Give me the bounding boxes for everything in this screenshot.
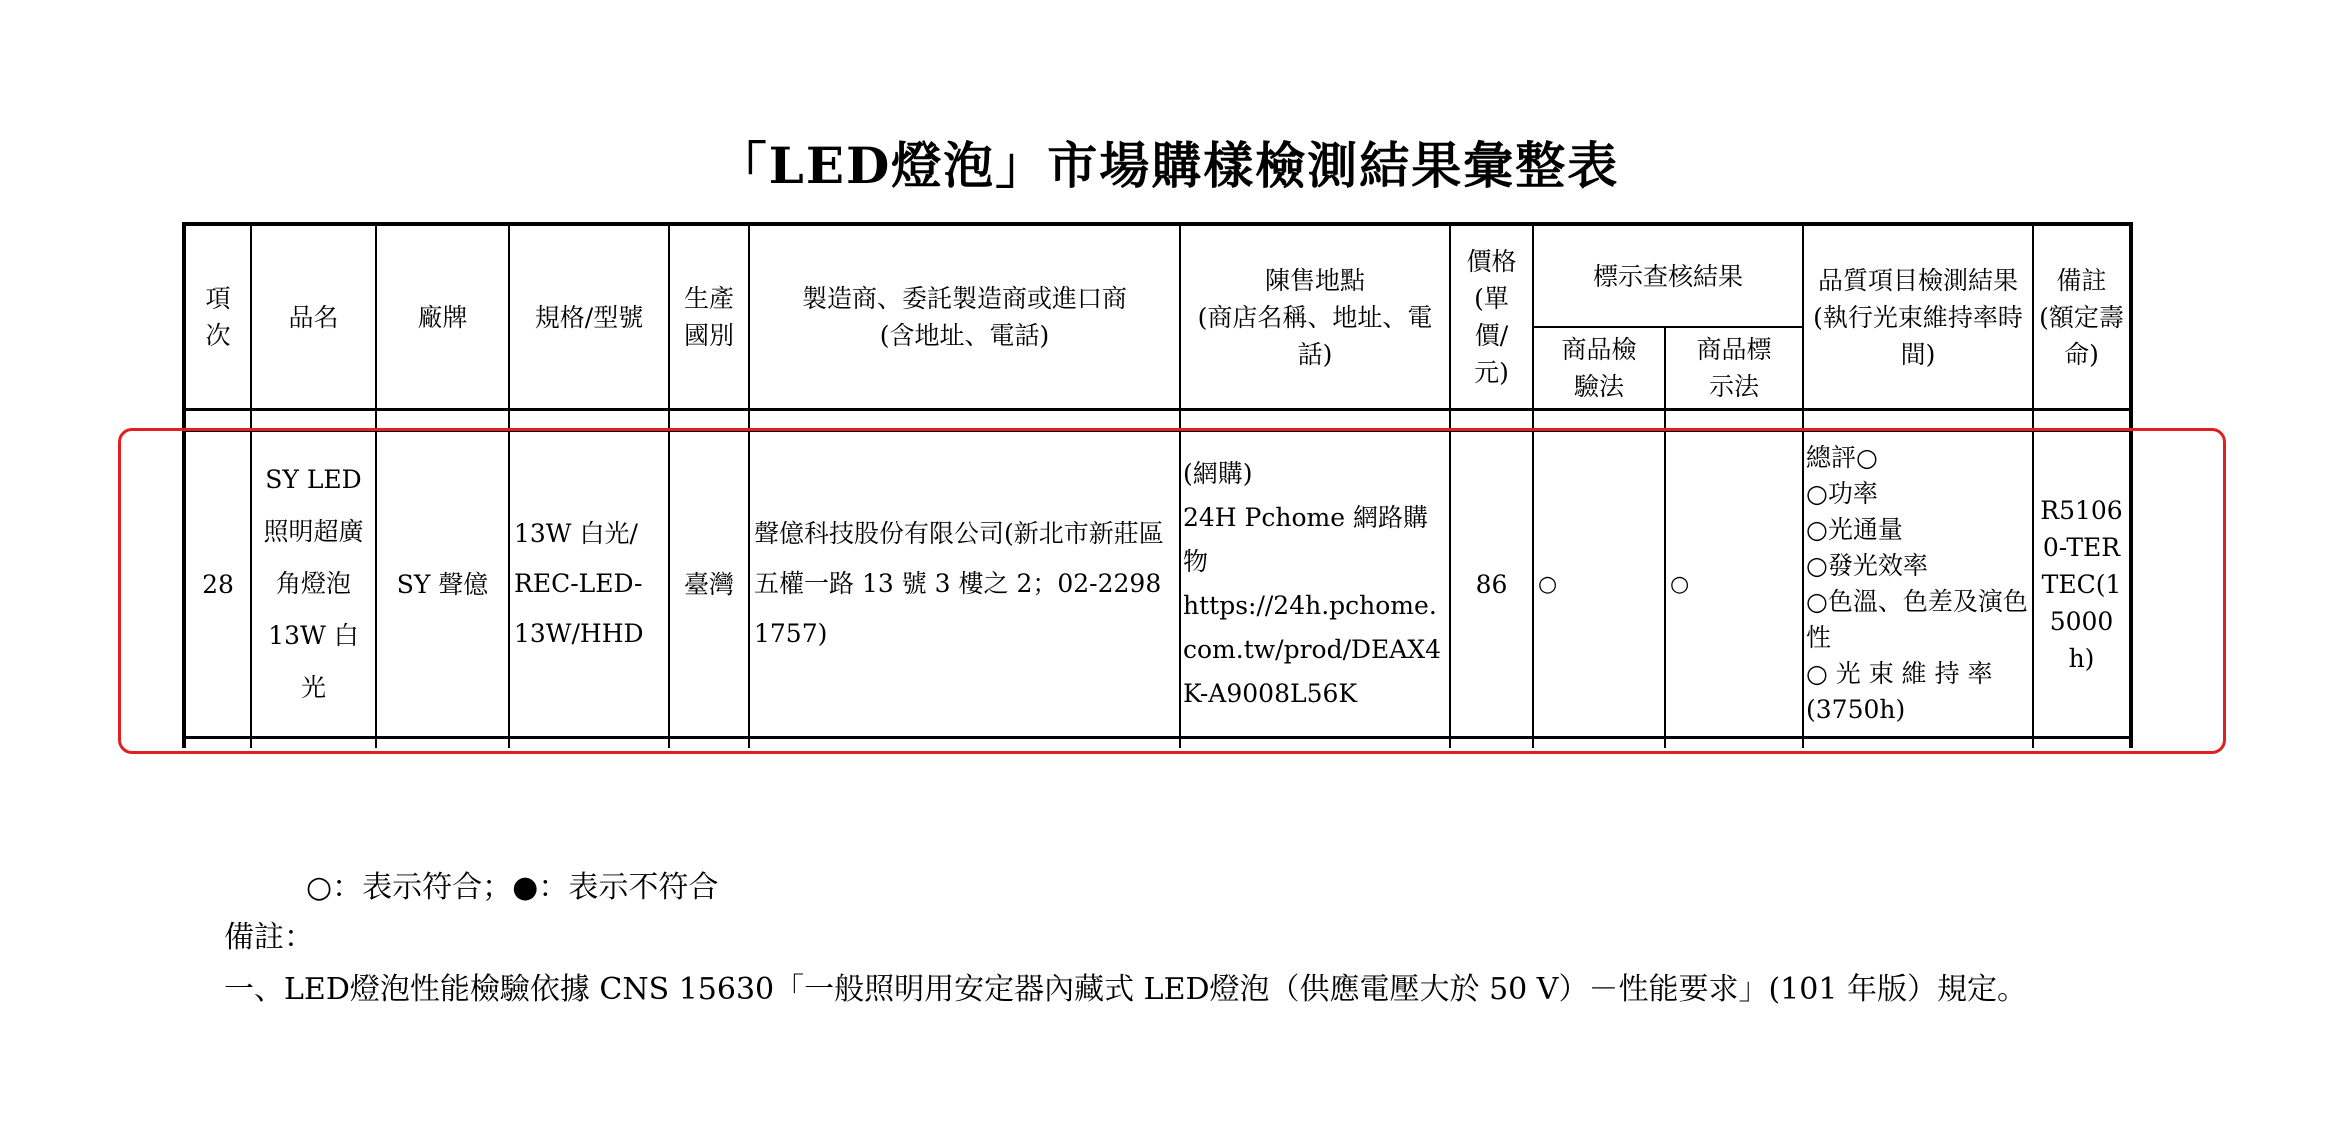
quality-item: 總評○	[1806, 443, 1878, 472]
row-brand: SY 聲億	[396, 569, 489, 599]
header-bottom-rule	[182, 408, 2133, 411]
row-label-mark-law-result: ○	[1670, 571, 1690, 597]
row-seller: (網購) 24H Pchome 網路購物 https://24h.pchome.com.tw/prod/DEAX4K-A9008L56K	[1183, 459, 1442, 708]
row-remarks: R51060-TERTEC(15000h)	[2040, 495, 2123, 673]
row-item-no: 28	[202, 569, 234, 599]
header-seller: 陳售地點 (商店名稱、地址、電話)	[1197, 265, 1433, 369]
header-quality: 品質項目檢測結果 (執行光束維持率時間)	[1813, 265, 2023, 369]
row-name: SY LED照明超廣角燈泡 13W 白光	[263, 465, 364, 702]
header-spec: 規格/型號	[534, 302, 644, 332]
row-price: 86	[1475, 569, 1508, 599]
row-spec: 13W 白光/REC-LED-13W/HHD	[514, 519, 644, 648]
notes-label: 備註：	[224, 920, 314, 955]
row-highlight-box	[118, 428, 2226, 754]
header-label-check: 標示查核結果	[1592, 261, 1743, 291]
legend: ○：表示符合；●：表示不符合	[306, 870, 719, 905]
header-origin: 生產國別	[683, 284, 734, 350]
header-item-no: 項次	[205, 284, 231, 350]
header-price: 價格 (單價/元)	[1466, 247, 1517, 387]
quality-item: ○功率	[1806, 479, 1878, 508]
quality-item: ○發光效率	[1806, 551, 1928, 580]
quality-item: ○光通量	[1806, 515, 1903, 544]
header-remarks: 備註 (額定壽命)	[2039, 265, 2124, 369]
header-label-mark-law: 商品標示法	[1696, 335, 1772, 401]
header-label-check-law: 商品檢驗法	[1561, 335, 1637, 401]
quality-item: ○色溫、色差及演色性	[1806, 587, 2028, 652]
header-maker: 製造商、委託製造商或進口商 (含地址、電話)	[801, 284, 1127, 350]
row-maker: 聲億科技股份有限公司(新北市新莊區五權一路 13 號 3 樓之 2；02-22981757)	[754, 519, 1164, 648]
page-title: 「LED燈泡」市場購樣檢測結果彙整表	[716, 136, 1620, 195]
row-origin: 臺灣	[683, 569, 734, 599]
quality-item: ○ 光 束 維 持 率(3750h)	[1806, 659, 1993, 724]
header-name: 品名	[288, 302, 339, 332]
header-brand: 廠牌	[417, 302, 468, 332]
row-label-check-law-result: ○	[1538, 571, 1558, 597]
note-line: 一、LED燈泡性能檢驗依據 CNS 15630「一般照明用安定器內藏式 LED燈泡（供應電壓大於 50 V）－性能要求」(101 年版）規定。	[224, 972, 2027, 1007]
